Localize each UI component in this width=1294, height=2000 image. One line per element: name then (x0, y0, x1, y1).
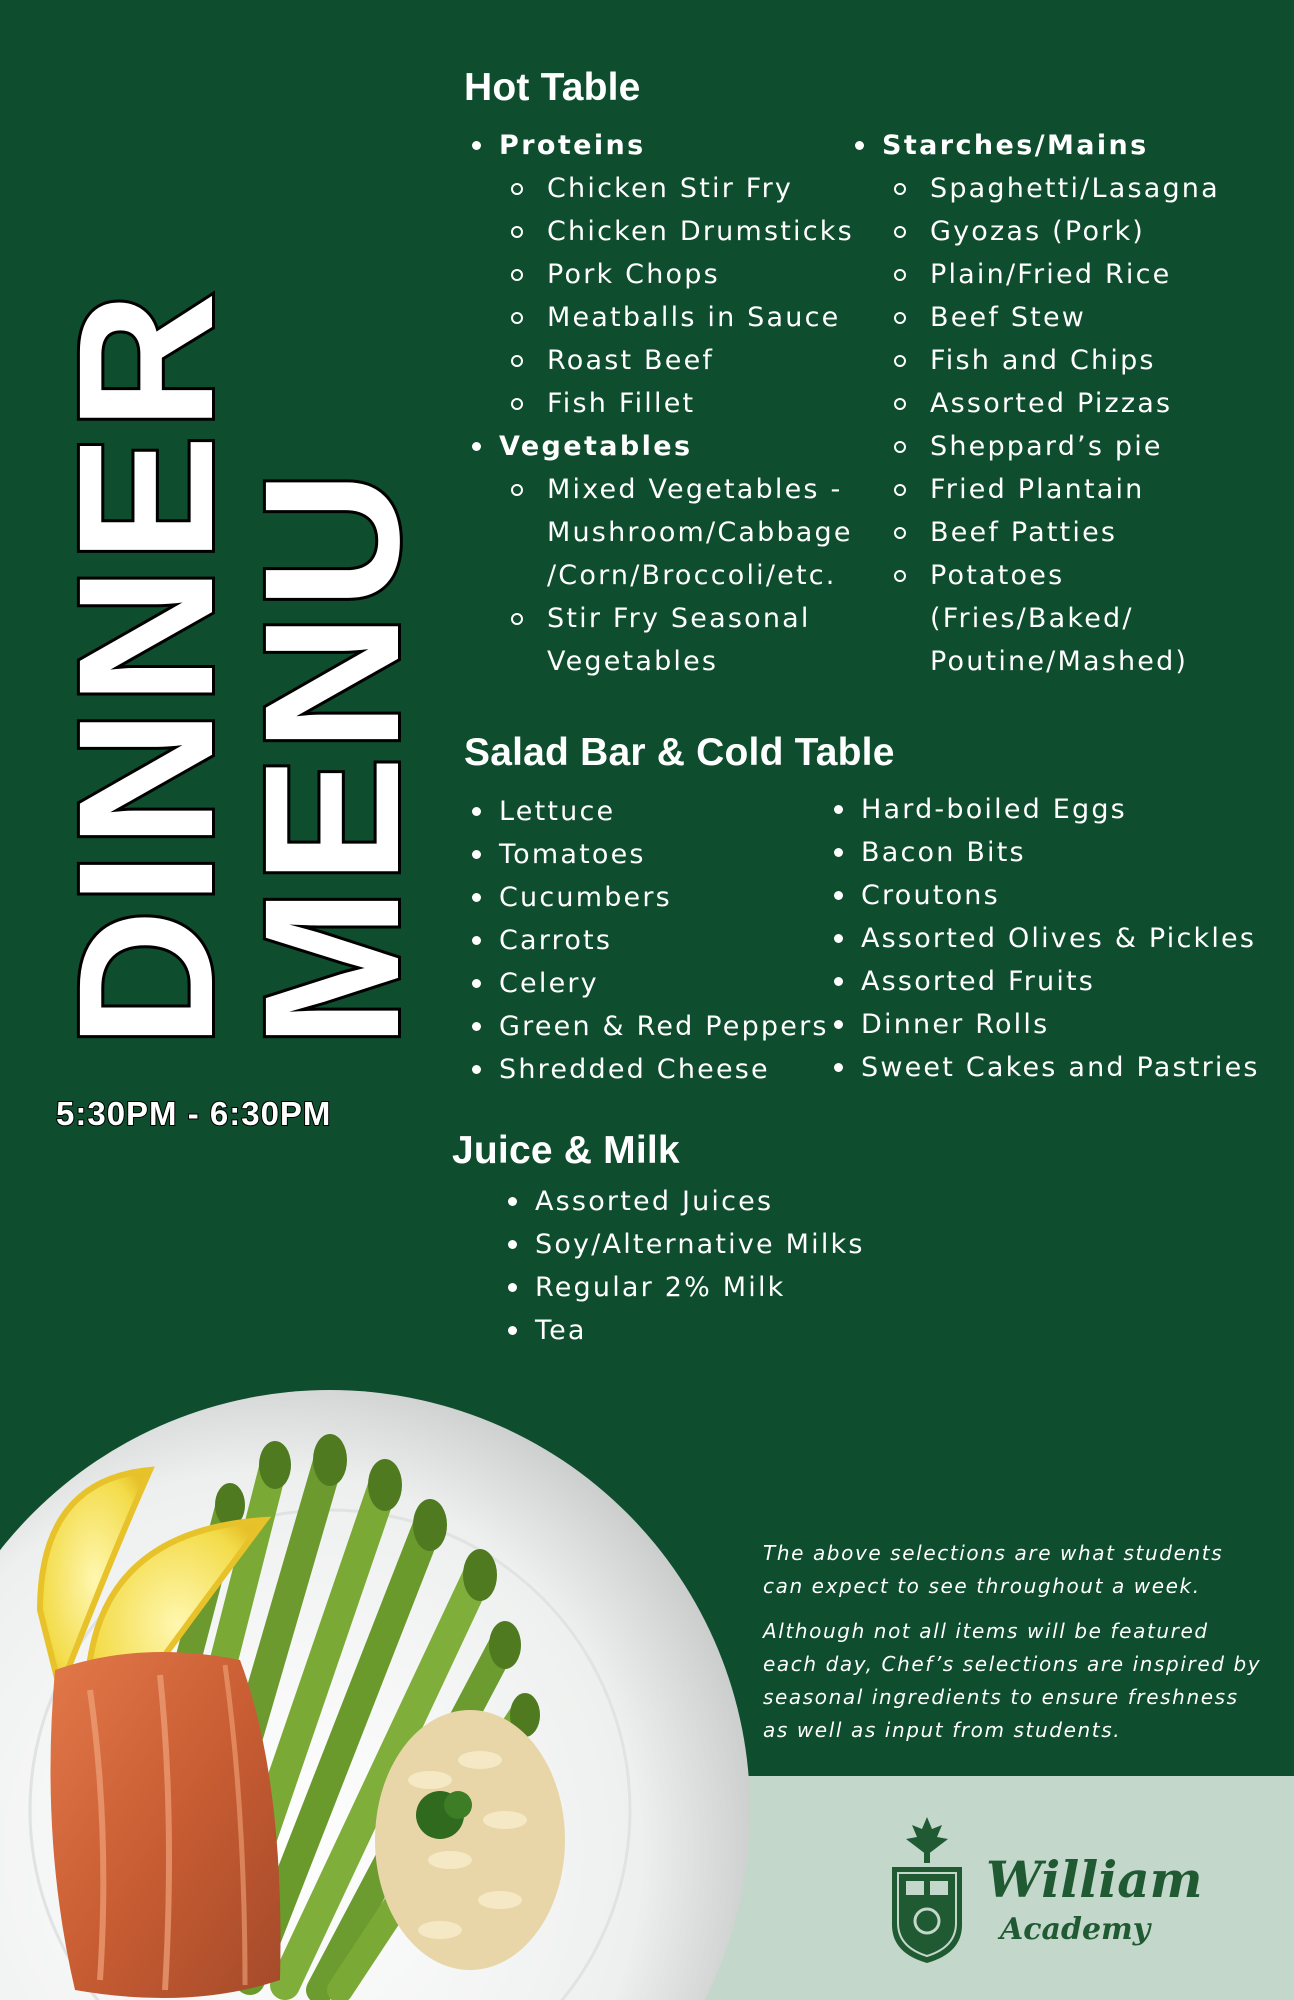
list-item: Chicken Stir Fry (511, 167, 874, 210)
list-item: Assorted Juices (500, 1180, 920, 1223)
list-item: Assorted Olives & Pickles (826, 917, 1276, 960)
drinks-list (500, 1180, 920, 1352)
proteins-label: Proteins (499, 130, 646, 161)
list-item: Beef Patties (894, 511, 1274, 554)
title-menu: MENU (224, 466, 439, 1048)
list-item: Celery (464, 962, 834, 1005)
hot-table-left-column (464, 124, 874, 683)
list-item: Stir Fry Seasonal Vegetables (511, 597, 853, 683)
proteins-list (511, 167, 874, 425)
list-item: Meatballs in Sauce (511, 296, 874, 339)
hot-table-title: Hot Table (464, 66, 641, 109)
proteins-category (464, 124, 874, 425)
starches-category (847, 124, 1287, 683)
rice-portion (375, 1710, 565, 1970)
list-item: Assorted Fruits (826, 960, 1276, 1003)
list-item: Pork Chops (511, 253, 874, 296)
salad-bar-right-column (826, 788, 1276, 1089)
list-item: Green & Red Peppers (464, 1005, 834, 1048)
title-dinner: DINNER (38, 287, 253, 1048)
list-item: Lettuce (464, 790, 834, 833)
vegetables-category (464, 425, 874, 683)
list-item: Tomatoes (464, 833, 834, 876)
list-item: Shredded Cheese (464, 1048, 834, 1091)
vegetables-label: Vegetables (499, 431, 693, 462)
vegetables-list (511, 468, 853, 683)
list-item: Croutons (826, 874, 1276, 917)
dinner-hours: 5:30PM - 6:30PM (56, 1095, 332, 1132)
list-item: Tea (500, 1309, 920, 1352)
list-item: Assorted Pizzas (894, 382, 1274, 425)
list-item: Dinner Rolls (826, 1003, 1276, 1046)
dinner-plate-image (0, 1360, 760, 2000)
school-crest-icon (888, 1815, 966, 1965)
salad-bar-left-column (464, 790, 834, 1091)
list-item: Fish Fillet (511, 382, 874, 425)
school-subtitle: Academy (1000, 1912, 1151, 1947)
list-item: Sheppard’s pie (894, 425, 1274, 468)
starches-list (894, 167, 1274, 683)
list-item: Sweet Cakes and Pastries (826, 1046, 1276, 1089)
list-item: Carrots (464, 919, 834, 962)
salad-bar-title: Salad Bar & Cold Table (464, 731, 895, 774)
list-item: Gyozas (Pork) (894, 210, 1274, 253)
list-item: Cucumbers (464, 876, 834, 919)
list-item: Fried Plantain (894, 468, 1274, 511)
list-item: Soy/Alternative Milks (500, 1223, 920, 1266)
list-item: Beef Stew (894, 296, 1274, 339)
starches-label: Starches/Mains (882, 130, 1149, 161)
drinks-title: Juice & Milk (452, 1129, 680, 1172)
list-item: Roast Beef (511, 339, 874, 382)
hot-table-right-column (847, 124, 1287, 683)
list-item: Hard-boiled Eggs (826, 788, 1276, 831)
list-item: Fish and Chips (894, 339, 1274, 382)
list-item: Regular 2% Milk (500, 1266, 920, 1309)
note-weekly-selection: The above selections are what students can expect to see throughout a week. (763, 1541, 1224, 1598)
list-item: Potatoes (Fries/Baked/ Poutine/Mashed) (894, 554, 1274, 683)
list-item: Plain/Fried Rice (894, 253, 1274, 296)
menu-notes (763, 1537, 1268, 1759)
list-item: Mixed Vegetables - Mushroom/Cabbage /Corn/Broccoli/etc. (511, 468, 853, 597)
note-seasonal: Although not all items will be featured each day, Chef’s selections are inspired by seasonal ingredients to ensure freshness as well as input from students. (763, 1619, 1262, 1742)
list-item: Spaghetti/Lasagna (894, 167, 1274, 210)
list-item: Bacon Bits (826, 831, 1276, 874)
school-name: William (986, 1850, 1203, 1909)
list-item: Chicken Drumsticks (511, 210, 874, 253)
